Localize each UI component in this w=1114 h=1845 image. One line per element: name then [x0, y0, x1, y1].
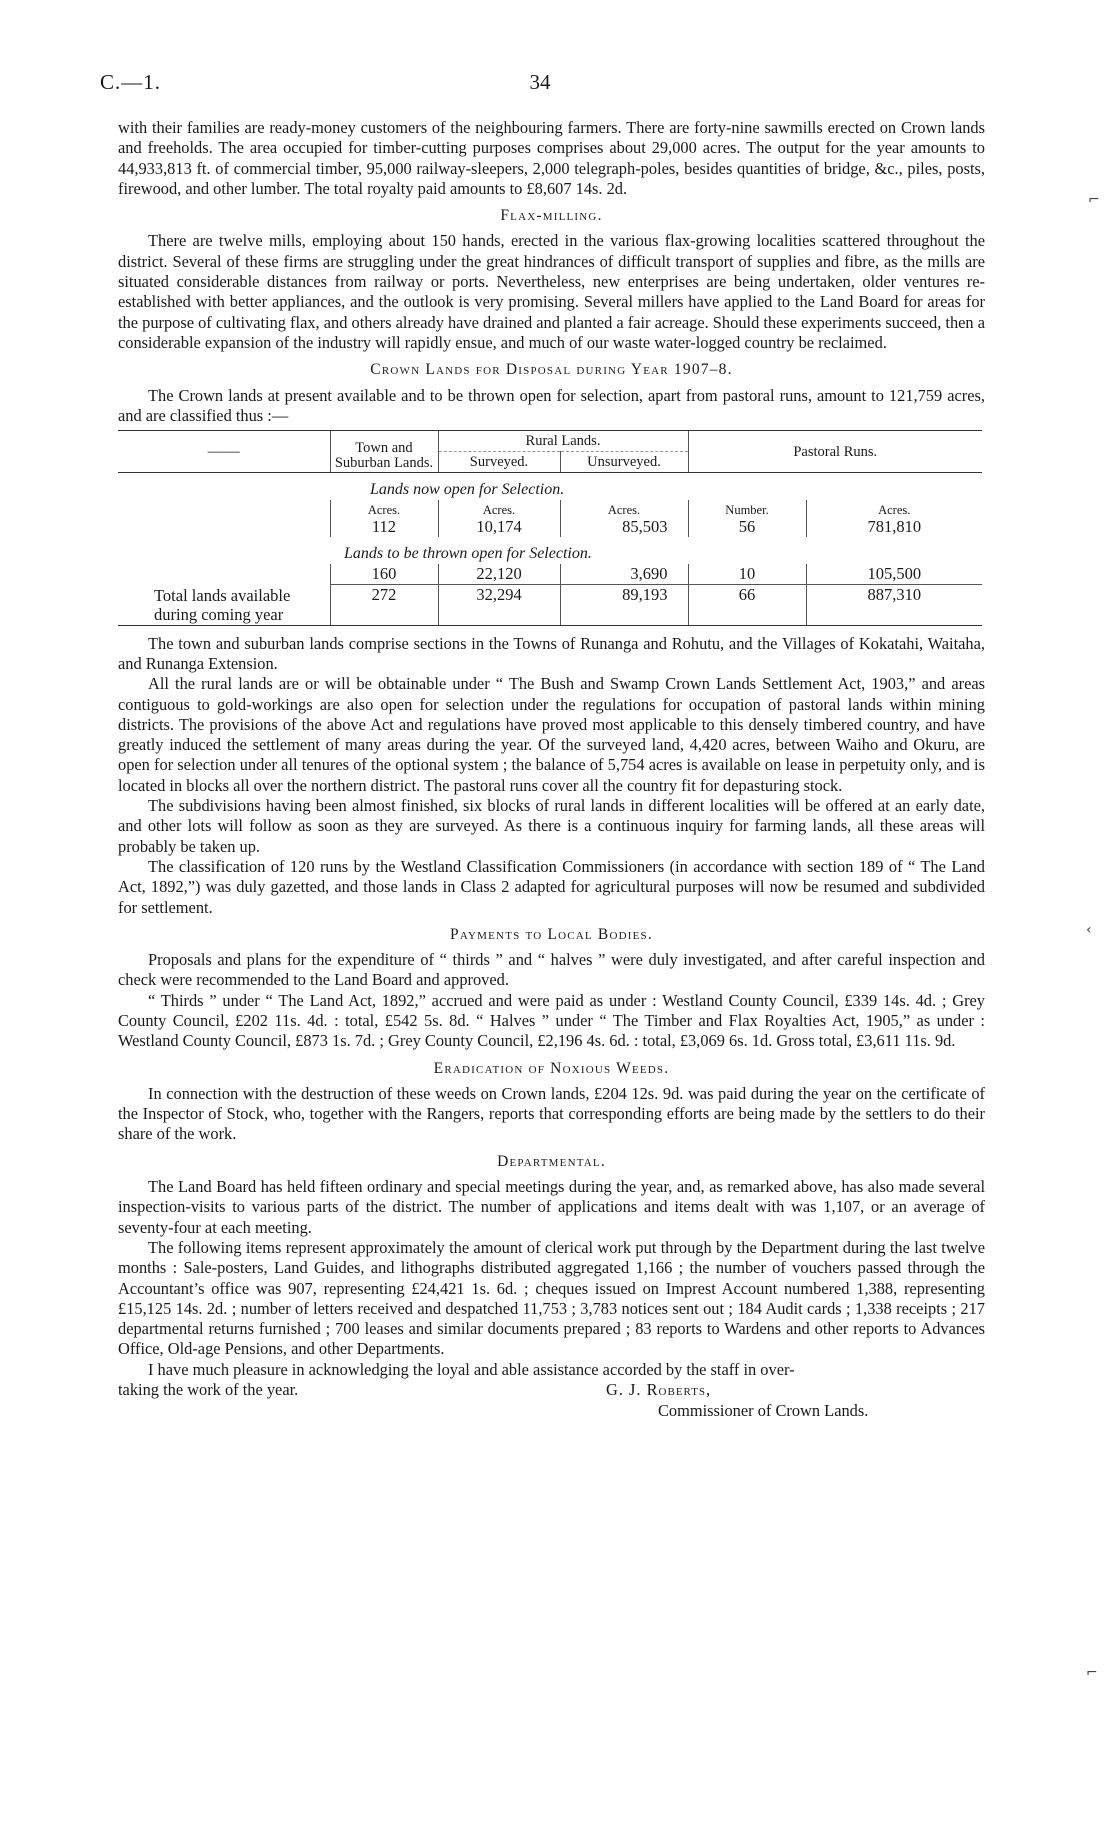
crown-lands-table [118, 430, 982, 626]
paragraph-clerical-work: The following items represent approximately the amount of clerical work put through by the Department during the last twelve months : Sale-posters, Land Guides, and lithographs distributed aggregated 1,166 ; the number of vouchers passed through the Accountant’s office was 907, representing £24,421 1s. 6d. ; cheques issued on Imprest Account numbered 1,388, representing £15,125 14s. 2d. ; number of letters received and despatched 11,753 ; 3,783 notices sent out ; 184 Audit cards ; 1,338 receipts ; 217 departmental returns furnished ; 700 leases and similar documents prepared ; 83 reports to Wardens and other reports to Advances Office, Old-age Pensions, and other Departments. [118, 1237, 985, 1359]
header-pastoral-runs: Pastoral Runs. [688, 431, 982, 472]
total-town-acres: 272 [330, 585, 438, 625]
now-town-acres: 112 [330, 517, 438, 537]
total-pastoral-acres: 887,310 [806, 585, 982, 625]
unit-number-pastoral: Number. [688, 500, 806, 517]
thrown-pastoral-number: 10 [688, 564, 806, 585]
header-unsurveyed: Unsurveyed. [560, 452, 688, 473]
total-unsurveyed-acres: 89,193 [560, 585, 688, 625]
header-surveyed: Surveyed. [438, 452, 560, 473]
thrown-surveyed-acres: 22,120 [438, 564, 560, 585]
header-town-suburban: Town and Suburban Lands. [330, 431, 438, 472]
total-surveyed-acres: 32,294 [438, 585, 560, 625]
margin-mark-3: ⌐ [1086, 1665, 1098, 1681]
total-row-label: Total lands available during coming year [154, 585, 291, 624]
page-header [100, 70, 980, 100]
thrown-unsurveyed-acres: 3,690 [560, 564, 688, 585]
paragraph-rural-lands: All the rural lands are or will be obtainable under “ The Bush and Swamp Crown Lands Settlement Act, 1903,” and areas contiguous to gold-workings are also open for selection under the regulations for occupation of pastoral lands within mining districts. The provisions of the above Act and regulations have proved most applicable to this densely timbered country, and have greatly induced the settlement of many areas during the year. Of the surveyed land, 4,420 acres, between Waiho and Okuru, are open for selection under all tenures of the optional system ; the balance of 5,754 acres is available on lease in perpetuity only, and is located in blocks all over the northern district. The pastoral runs cover all the country fit for depasturing stock. [118, 674, 985, 795]
parliamentary-paper-ref: C.—1. [100, 70, 162, 94]
now-surveyed-acres: 10,174 [438, 517, 560, 537]
now-pastoral-acres: 781,810 [806, 517, 982, 537]
paragraph-weeds: In connection with the destruction of these weeds on Crown lands, £204 12s. 9d. was paid during the year on the certificate of the Inspector of Stock, who, together with the Rangers, reports that corresponding efforts are being made by the settlers to do their share of the work. [118, 1083, 985, 1144]
paragraph-classification: The classification of 120 runs by the Westland Classification Commissioners (in accordance with section 189 of “ The Land Act, 1892,”) was duly gazetted, and those lands in Class 2 adapted for agricultural purposes will now be resumed and subdivided for settlement. [118, 856, 985, 917]
page-number: 34 [529, 70, 551, 94]
section-thrown-open: Lands to be thrown open for Selection. [344, 545, 592, 563]
section-now-open: Lands now open for Selection. [370, 481, 565, 499]
signature-block [118, 1380, 985, 1424]
unit-acres-pastoral: Acres. [806, 500, 982, 517]
heading-departmental: Departmental. [497, 1152, 606, 1170]
heading-payments: Payments to Local Bodies. [450, 925, 653, 943]
paragraph-sawmills: with their families are ready-money customers of the neighbouring farmers. There are forty-nine sawmills erected on Crown lands and freeholds. The area occupied for timber-cutting purposes comprises about 29,000 acres. The output for the year amounts to 44,933,813 ft. of commercial timber, 95,000 railway-sleepers, 2,000 telegraph-poles, besides quantities of bridge, &c., piles, posts, firewood, and other lumber. The total royalty paid amounts to £8,607 14s. 2d. [118, 118, 985, 198]
unit-acres-surveyed: Acres. [438, 500, 560, 517]
paragraph-proposals: Proposals and plans for the expenditure of “ thirds ” and “ halves ” were duly investigated, and after careful inspection and check were recommended to the Land Board and approved. [118, 950, 985, 990]
unit-acres-town: Acres. [330, 500, 438, 517]
margin-mark-1: ⌐ [1088, 192, 1100, 208]
paragraph-acknowledgement: I have much pleasure in acknowledging the loyal and able assistance accorded by the staff in over- [148, 1359, 795, 1379]
heading-noxious-weeds: Eradication of Noxious Weeds. [433, 1059, 670, 1077]
total-pastoral-number: 66 [688, 585, 806, 625]
paragraph-town-suburban: The town and suburban lands comprise sections in the Towns of Runanga and Rohutu, and the Villages of Kokatahi, Waitaha, and Runanga Extension. [118, 633, 985, 673]
thrown-pastoral-acres: 105,500 [806, 564, 982, 585]
now-unsurveyed-acres: 85,503 [560, 517, 688, 537]
paragraph-thirds-halves: “ Thirds ” under “ The Land Act, 1892,” accrued and were paid as under : Westland County Council, £339 14s. 4d. ; Grey County Council, £202 11s. 4d. : total, £542 5s. 8d. “ Halves ” under “ The Timber and Flax Royalties Act, 1905,” as under : Westland County Council, £873 1s. 7d. ; Grey County Council, £2,196 4s. 6d. : total, £3,069 6s. 1d. Gross total, £3,611 11s. 9d. [118, 990, 985, 1051]
paragraph-land-board: The Land Board has held fifteen ordinary and special meetings during the year, and, as remarked above, has also made several inspection-visits to various parts of the district. The number of applications and items dealt with was 1,107, or an average of seventy-four at each meeting. [118, 1177, 985, 1237]
table-corner: —— [207, 442, 240, 460]
paragraph-crown-lands: The Crown lands at present available and to be thrown open for selection, apart from pastoral runs, amount to 121,759 acres, and are classified thus :— [118, 385, 985, 425]
heading-flax-milling: Flax-milling. [500, 207, 603, 225]
unit-acres-unsurveyed: Acres. [560, 500, 688, 517]
document-body [118, 118, 985, 1424]
margin-mark-2: ‹ [1086, 922, 1092, 938]
header-rural-lands: Rural Lands. [438, 431, 688, 452]
paragraph-subdivisions: The subdivisions having been almost finished, six blocks of rural lands in different localities will be offered at an early date, and other lots will follow as soon as they are surveyed. As there is a continuous inquiry for farming lands, all these areas will probably be taken up. [118, 796, 985, 856]
heading-crown-lands: Crown Lands for Disposal during Year 1907–8. [370, 361, 733, 379]
signatory-title: Commissioner of Crown Lands. [658, 1401, 869, 1421]
closing-line: taking the work of the year. [118, 1380, 299, 1400]
paragraph-flax: There are twelve mills, employing about 150 hands, erected in the various flax-growing localities scattered throughout the district. Several of these firms are struggling under the great hindrances of difficult transport of supplies and fibre, as the mills are situated considerable distances from railway or ports. Nevertheless, new enterprises are being undertaken, older ventures re-established with better appliances, and the outlook is very promising. Several millers have applied to the Land Board for areas for the purpose of cultivating flax, and others already have drained and planted a fair acreage. Should these experiments succeed, then a considerable expansion of the industry will rapidly ensue, and much of our waste water-logged country be reclaimed. [118, 231, 985, 352]
now-pastoral-number: 56 [688, 517, 806, 537]
thrown-town-acres: 160 [330, 564, 438, 585]
signatory-name: G. J. Roberts, [606, 1380, 712, 1400]
